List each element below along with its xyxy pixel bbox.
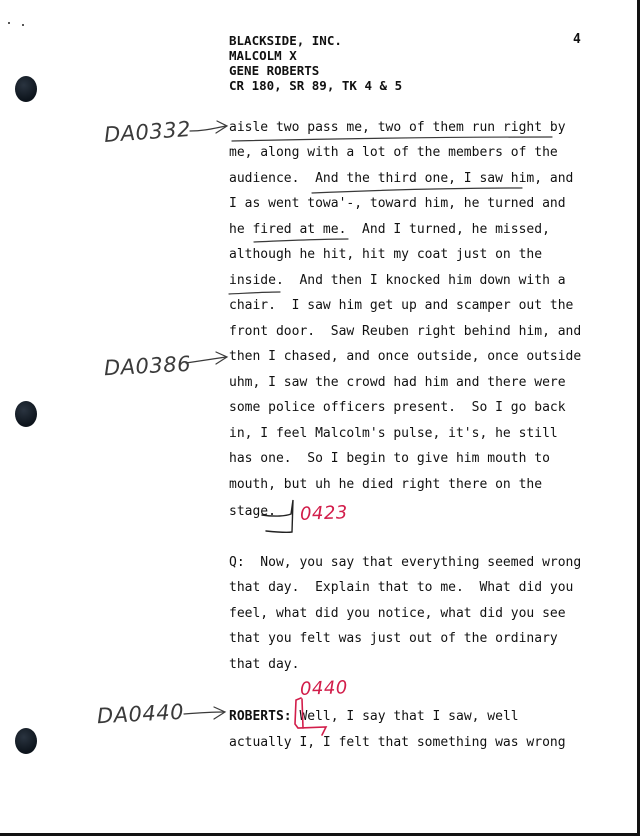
transcript-line: audience. And the third one, I saw him, and — [229, 171, 574, 186]
bracket-mark — [262, 500, 293, 532]
answer-text: Well, I say that I saw, well — [299, 709, 519, 724]
question-line: feel, what did you notice, what did you see — [229, 606, 566, 621]
arrow-head — [214, 707, 225, 719]
underline-mark — [229, 292, 280, 294]
transcript-line: although he hit, hit my coat just on the — [229, 247, 543, 262]
header-company: BLACKSIDE, INC. — [229, 33, 342, 48]
transcript-line: stage. — [229, 504, 276, 519]
answer-line: actually I, I felt that something was wrong — [229, 735, 566, 750]
question-line: Q: Now, you say that everything seemed wrong — [229, 555, 582, 570]
header-interviewee: GENE ROBERTS — [229, 63, 320, 78]
timecode-annotation: DA0440 — [96, 699, 185, 729]
question-line: that day. — [229, 657, 300, 672]
underline-mark — [254, 239, 348, 242]
timecode-annotation: DA0332 — [103, 116, 192, 148]
transcript-line: me, along with a lot of the members of the — [229, 145, 558, 160]
transcript-line: chair. I saw him get up and scamper out the — [229, 298, 574, 313]
transcript-line: has one. So I begin to give him mouth to — [229, 451, 550, 466]
underline-mark — [312, 188, 522, 193]
transcript-line: some police officers present. So I go back — [229, 400, 566, 415]
red-bracket-mark — [295, 698, 326, 735]
red-timecode-annotation: 0440 — [299, 677, 349, 700]
transcript-line: uhm, I saw the crowd had him and there were — [229, 375, 566, 390]
transcript-line: he fired at me. And I turned, he missed, — [229, 222, 550, 237]
transcript-line: aisle two pass me, two of them run right by — [229, 120, 566, 135]
arrow-mark — [184, 712, 224, 714]
question-line: that you felt was just out of the ordinary — [229, 631, 558, 646]
transcript-line: then I chased, and once outside, once outside — [229, 349, 582, 364]
speaker-label: ROBERTS: — [229, 709, 292, 724]
underline-mark — [232, 137, 552, 141]
timecode-annotation: DA0386 — [103, 351, 192, 381]
transcript-line: inside. And then I knocked him down with a — [229, 273, 566, 288]
transcript-line: in, I feel Malcolm's pulse, it's, he still — [229, 426, 558, 441]
red-bracket-mark — [302, 699, 303, 728]
transcript-line: I as went towa'-, toward him, he turned and — [229, 196, 566, 211]
transcript-line: front door. Saw Reuben right behind him, and — [229, 324, 582, 339]
red-timecode-annotation: 0423 — [299, 502, 349, 525]
transcript-line: mouth, but uh he died right there on the — [229, 477, 543, 492]
question-line: that day. Explain that to me. What did you — [229, 580, 574, 595]
header-subject: MALCOLM X — [229, 48, 297, 63]
page-number: 4 — [573, 32, 581, 47]
header-roll: CR 180, SR 89, TK 4 & 5 — [229, 78, 403, 93]
